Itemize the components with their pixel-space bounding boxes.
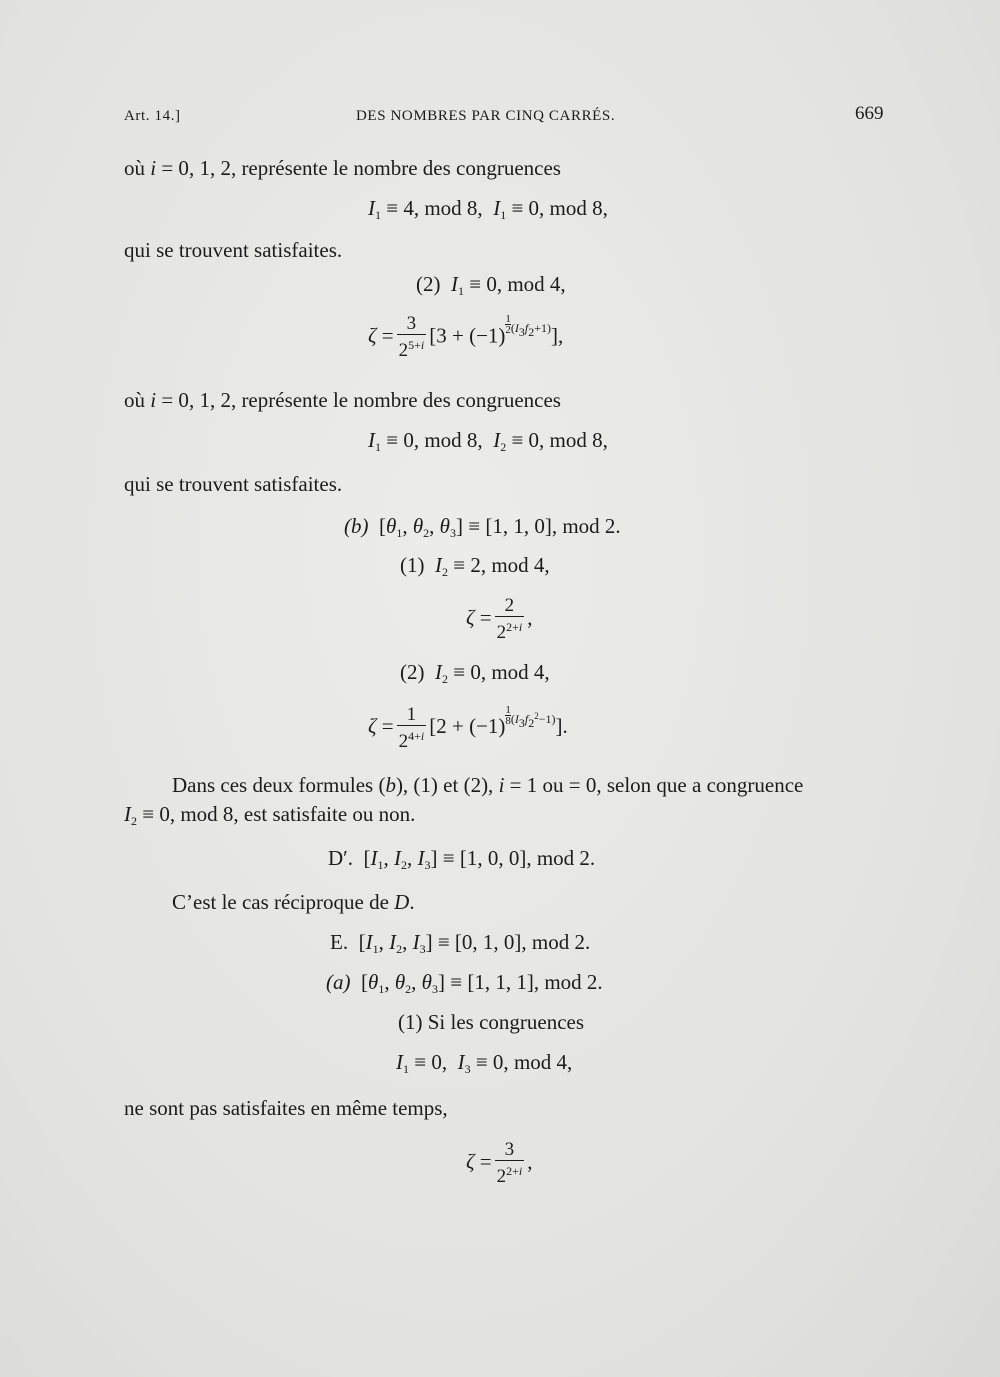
text: mod 4, <box>513 1050 573 1074</box>
formula: $I_1 \equiv 0$, <box>368 428 425 454</box>
formula: [$\theta_1$, $\theta_2$, $\theta_3$] ≡ <box>379 514 486 540</box>
text: , 1, 2, représente le nombre des congruences <box>188 156 561 180</box>
formula: i = 1 <box>498 773 538 797</box>
formula: $I_2 \equiv 2$, <box>435 553 492 579</box>
text: mod 8, <box>424 428 483 452</box>
formula: $I_2 \equiv 0$, mod 8, <box>493 428 608 454</box>
formula-zeta: ζ = $\frac{3}{2^{2+i}}$ , <box>466 1139 533 1187</box>
text: [1, 1, 0], mod 2. <box>485 514 621 538</box>
text: C’est le cas réciproque de <box>172 890 389 914</box>
text: mod 4, <box>507 272 566 296</box>
text: ou = 0, selon que a congruence <box>542 773 804 797</box>
text-line: qui se trouvent satisfaites. <box>124 472 343 496</box>
page-number: 669 <box>855 103 884 124</box>
case-label: D′. <box>328 846 354 870</box>
formula: $I_1 \equiv 0$, <box>451 272 508 298</box>
formula-line <box>400 660 550 691</box>
text: mod 4, <box>491 660 550 684</box>
formula: $I_1 \equiv 4$, <box>368 196 425 222</box>
formula: $I_2 \equiv 0$, <box>124 802 181 828</box>
formula: $I_2 \equiv 0$, <box>435 660 492 686</box>
formula-line <box>330 930 590 961</box>
text-line <box>124 156 561 180</box>
formula-line <box>368 196 608 227</box>
formula-zeta: ζ = $\frac{3}{2^{5+i}}$ [3 + (−1) $\frac{1}{2}$ $^{(I_3f_2+1)}$], <box>368 313 564 361</box>
fraction: $\frac{3}{2^{5+i}}$ <box>398 313 425 361</box>
text: mod 8, <box>424 196 483 220</box>
text: [1, 0, 0], mod 2. <box>459 846 596 870</box>
text-line <box>124 802 415 833</box>
formula: [$I_1$, $I_2$, $I_3$] ≡ <box>363 846 460 872</box>
case-label: (a) <box>326 970 351 994</box>
text: mod 8, est satisfaite ou non. <box>180 802 416 826</box>
text: [0, 1, 0], mod 2. <box>454 930 591 954</box>
formula-zeta: ζ = $\frac{2}{2^{2+i}}$ , <box>466 595 533 643</box>
text-line: Dans ces deux formules (b), (1) et (2), i = 1 ou = 0, selon que a congruence <box>172 773 804 797</box>
formula: [$I_1$, $I_2$, $I_3$] ≡ <box>358 930 455 956</box>
text-line <box>124 388 561 412</box>
running-head-title: DES NOMBRES PAR CINQ CARRÉS. <box>356 108 616 124</box>
formula-zeta: ζ = $\frac{1}{2^{4+i}}$ [2 + (−1) $\frac{1}{8}$ $^{(I_3f_2^2-1)}$]. <box>368 703 568 752</box>
case-label: (1) <box>400 553 425 577</box>
fraction: $\frac{1}{2^{4+i}}$ <box>398 703 425 752</box>
formula-line <box>326 970 603 1001</box>
formula: où i = 0 <box>124 388 189 412</box>
case-label: E. <box>330 930 349 954</box>
running-head-article: Art. 14.] <box>124 108 181 124</box>
fraction: $\frac{3}{2^{2+i}}$ <box>496 1139 523 1187</box>
formula-line <box>328 846 595 877</box>
text: ), (1) et (2), <box>395 773 494 797</box>
formula-line <box>344 514 621 545</box>
text-line: ne sont pas satisfaites en même temps, <box>124 1096 448 1120</box>
case-label: (b) <box>344 514 369 538</box>
text: Dans ces deux formules ( <box>172 773 386 797</box>
fraction: $\frac{2}{2^{2+i}}$ <box>496 595 523 643</box>
formula: $I_1 \equiv 0$, mod 8, <box>493 196 608 222</box>
formula: $I_1 \equiv 0$, $I_3 \equiv 0$, <box>396 1050 514 1076</box>
text-line: C’est le cas réciproque de D. <box>172 890 415 914</box>
formula-line <box>368 428 608 459</box>
text: , 1, 2, représente le nombre des congruences <box>188 388 561 412</box>
text-line: (1) Si les congruences <box>398 1010 585 1034</box>
case-label: (2) <box>416 272 441 296</box>
formula-line <box>400 553 550 584</box>
text: [1, 1, 1], mod 2. <box>467 970 603 994</box>
text-line: qui se trouvent satisfaites. <box>124 238 343 262</box>
formula: où i = 0 <box>124 156 189 180</box>
formula: [$\theta_1$, $\theta_2$, $\theta_3$] ≡ <box>361 970 468 996</box>
formula-line <box>396 1050 572 1081</box>
formula-line <box>416 272 566 303</box>
text: mod 4, <box>491 553 550 577</box>
case-label: (2) <box>400 660 425 684</box>
